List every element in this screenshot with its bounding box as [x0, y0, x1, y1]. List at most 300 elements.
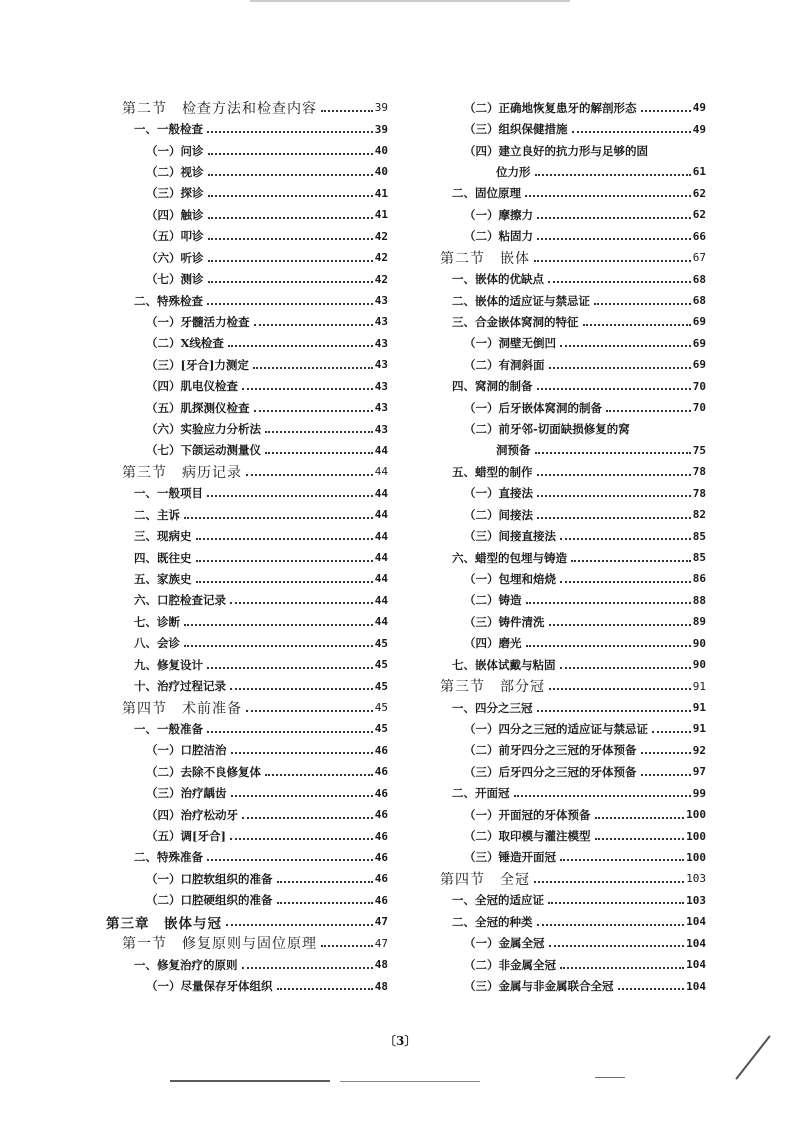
toc-section[interactable] — [436, 675, 706, 696]
dot-leader — [208, 174, 373, 176]
toc-entry[interactable] — [118, 675, 388, 696]
toc-entry-title: 二、全冠的种类 — [452, 914, 533, 929]
toc-entry[interactable] — [436, 397, 706, 418]
toc-entry[interactable] — [436, 183, 706, 204]
toc-page-number: 43 — [374, 422, 388, 436]
toc-entry[interactable] — [436, 375, 706, 396]
dot-leader — [277, 902, 373, 904]
dot-leader — [548, 902, 684, 904]
toc-entry[interactable] — [118, 375, 388, 396]
toc-page-number: 41 — [374, 208, 388, 222]
toc-entry-title: 第三节 病历记录 — [122, 464, 242, 481]
toc-entry-title: （五）肌探测仪检查 — [146, 400, 250, 415]
toc-entry-title: （四）建立良好的抗力形与足够的固 — [464, 143, 648, 158]
dot-leader — [537, 710, 691, 712]
toc-entry[interactable] — [436, 461, 706, 482]
dot-leader — [230, 838, 373, 840]
toc-entry-title: 十、治疗过程记录 — [134, 679, 226, 694]
toc-chapter[interactable] — [106, 911, 388, 932]
dot-leader — [207, 303, 373, 305]
toc-entry-title: （三）锤造开面冠 — [464, 850, 556, 865]
toc-entry[interactable] — [436, 911, 706, 932]
toc-entry-title: （一）洞壁无倒凹 — [464, 336, 556, 351]
toc-entry-title: （三）铸件清洗 — [464, 614, 545, 629]
toc-entry-title: 第一节 修复原则与固位原理 — [122, 936, 317, 953]
toc-page-number: 75 — [692, 443, 706, 457]
dot-leader — [265, 774, 373, 776]
dot-leader — [207, 859, 373, 861]
toc-entry-title: 一、修复治疗的原则 — [134, 957, 238, 972]
toc-entry[interactable] — [118, 568, 388, 589]
toc-entry-title: 四、窝洞的制备 — [452, 379, 533, 394]
toc-page-number: 46 — [374, 893, 388, 907]
dot-leader — [184, 624, 373, 626]
toc-entry[interactable] — [436, 483, 706, 504]
toc-entry-title: 一、一般准备 — [134, 721, 203, 736]
dot-leader — [196, 560, 373, 562]
toc-page-number: 39 — [374, 122, 388, 136]
dot-leader — [242, 967, 373, 969]
toc-section[interactable] — [436, 868, 706, 889]
toc-entry[interactable] — [436, 268, 706, 289]
toc-page-number: 44 — [374, 529, 388, 543]
toc-entry-title: 第二节 检查方法和检查内容 — [122, 100, 317, 117]
dot-leader — [525, 195, 691, 197]
toc-page-number: 43 — [374, 294, 388, 307]
toc-entry[interactable] — [436, 118, 706, 139]
scan-mark-corner — [735, 1035, 770, 1080]
toc-entry-title: （二）前牙邻-切面缺损修复的窝 — [464, 422, 630, 437]
toc-entry-title: （一）尽量保存牙体组织 — [146, 979, 273, 993]
toc-page-number: 92 — [692, 743, 706, 757]
toc-page-number: 78 — [692, 465, 706, 479]
dot-leader — [265, 431, 373, 433]
toc-entry[interactable] — [118, 418, 388, 439]
toc-entry[interactable] — [436, 611, 706, 632]
toc-entry[interactable] — [436, 975, 706, 996]
toc-entry-title: 一、一般项目 — [134, 486, 203, 501]
toc-entry-title: （一）四分之三冠的适应证与禁忌证 — [464, 721, 648, 736]
toc-entry[interactable] — [118, 547, 388, 568]
toc-page-number: 46 — [374, 786, 388, 800]
toc-entry-title: （二）正确地恢复患牙的解剖形态 — [464, 100, 637, 115]
toc-entry[interactable] — [436, 161, 706, 182]
toc-entry-title: （三）探诊 — [146, 186, 204, 201]
toc-entry[interactable] — [436, 525, 706, 546]
toc-entry[interactable] — [118, 654, 388, 675]
toc-page-number: 44 — [374, 486, 388, 500]
dot-leader — [560, 345, 691, 347]
toc-entry[interactable] — [118, 783, 388, 804]
toc-page-number: 43 — [374, 379, 388, 393]
toc-entry-title: 六、蜡型的包埋与铸造 — [452, 550, 567, 565]
toc-page-number: 85 — [692, 529, 706, 543]
toc-entry[interactable] — [436, 333, 706, 354]
toc-entry-title: （二）非金属全冠 — [464, 957, 556, 972]
toc-page-number: 104 — [686, 936, 706, 950]
dot-leader — [254, 324, 373, 326]
toc-page-number: 45 — [374, 679, 388, 693]
toc-page-number: 104 — [686, 979, 706, 993]
toc-entry-title: （三）间接直接法 — [464, 529, 556, 544]
toc-entry[interactable] — [436, 825, 706, 846]
toc-page-number: 68 — [692, 272, 706, 286]
toc-page-number: 86 — [692, 572, 706, 586]
dot-leader — [549, 945, 685, 947]
toc-entry[interactable] — [118, 890, 388, 911]
toc-page-number: 44 — [374, 593, 388, 607]
toc-page-number: 62 — [692, 186, 706, 200]
toc-entry[interactable] — [436, 783, 706, 804]
toc-entry[interactable] — [436, 847, 706, 868]
dot-leader — [208, 281, 373, 283]
toc-entry[interactable] — [118, 633, 388, 654]
toc-entry[interactable] — [118, 525, 388, 546]
toc-section[interactable] — [118, 697, 388, 718]
dot-leader — [641, 110, 691, 112]
toc-entry-title: （二）粘固力 — [464, 229, 533, 244]
toc-page-number: 69 — [692, 315, 706, 329]
toc-entry[interactable] — [118, 354, 388, 375]
toc-entry[interactable] — [118, 140, 388, 161]
toc-entry-title: （二）前牙四分之三冠的牙体预备 — [464, 743, 637, 758]
dot-leader — [572, 131, 691, 133]
toc-entry-title: 二、特殊检查 — [134, 293, 203, 308]
toc-page-number: 43 — [374, 358, 388, 372]
toc-page-number: 103 — [686, 893, 706, 907]
toc-entry[interactable] — [118, 611, 388, 632]
dot-leader — [208, 195, 373, 197]
toc-entry-title: 三、合金嵌体窝洞的特征 — [452, 314, 579, 329]
dot-leader — [641, 752, 691, 754]
toc-page-number: 44 — [374, 572, 388, 586]
toc-page-number: 46 — [374, 872, 388, 886]
toc-entry-title: 八、会诊 — [134, 636, 180, 651]
toc-entry[interactable] — [118, 483, 388, 504]
dot-leader — [321, 110, 373, 112]
toc-entry[interactable] — [436, 932, 706, 953]
toc-entry[interactable] — [436, 740, 706, 761]
toc-page-number: 44 — [374, 465, 388, 479]
toc-section[interactable] — [436, 247, 706, 268]
toc-entry-title: 二、开面冠 — [452, 786, 510, 801]
toc-entry-title: 第三节 部分冠 — [440, 679, 545, 696]
toc-entry[interactable] — [436, 761, 706, 782]
toc-page-number: 97 — [692, 765, 706, 779]
dot-leader — [594, 303, 691, 305]
toc-entry[interactable] — [118, 504, 388, 525]
toc-page-number: 90 — [692, 636, 706, 650]
toc-entry-title: （三）组织保健措施 — [464, 122, 568, 137]
toc-entry-title: 三、现病史 — [134, 529, 192, 544]
toc-entry-title: 五、家族史 — [134, 571, 192, 586]
dot-leader — [242, 817, 373, 819]
toc-page-number: 66 — [692, 229, 706, 243]
toc-page-number: 78 — [692, 486, 706, 500]
toc-entry[interactable] — [118, 954, 388, 975]
dot-leader — [549, 624, 691, 626]
dot-leader — [526, 602, 691, 604]
toc-entry-title: （五）调[牙合] — [146, 829, 226, 844]
dot-leader — [537, 217, 691, 219]
dot-leader — [246, 710, 373, 712]
toc-entry[interactable] — [436, 290, 706, 311]
toc-entry[interactable] — [118, 440, 388, 461]
toc-section[interactable] — [118, 461, 388, 482]
toc-entry[interactable] — [118, 975, 388, 996]
toc-entry[interactable] — [436, 697, 706, 718]
dot-leader — [595, 838, 685, 840]
dot-leader — [560, 967, 684, 969]
toc-page-number: 49 — [692, 101, 706, 115]
dot-leader — [549, 367, 691, 369]
toc-entry-title: （二）取印模与灌注模型 — [464, 829, 591, 844]
toc-entry-title: （二）去除不良修复体 — [146, 764, 261, 779]
toc-entry-title: （七）测诊 — [146, 272, 204, 287]
toc-entry-title: （三）后牙四分之三冠的牙体预备 — [464, 764, 637, 779]
dot-leader — [535, 452, 691, 454]
toc-page-number: 43 — [374, 315, 388, 329]
dot-leader — [230, 602, 373, 604]
toc-entry[interactable] — [118, 740, 388, 761]
dot-leader — [560, 581, 691, 583]
toc-entry-title: （一）问诊 — [146, 143, 204, 158]
toc-page-number: 44 — [374, 443, 388, 457]
toc-page-number: 69 — [692, 336, 706, 350]
toc-entry[interactable] — [436, 568, 706, 589]
toc-page-number: 44 — [374, 615, 388, 629]
toc-entry[interactable] — [436, 654, 706, 675]
dot-leader — [226, 924, 373, 926]
toc-page-number: 100 — [686, 850, 706, 864]
toc-entry-title: 第四节 全冠 — [440, 871, 530, 888]
toc-page-number: 99 — [692, 786, 706, 800]
toc-entry[interactable] — [118, 804, 388, 825]
toc-entry[interactable] — [118, 868, 388, 889]
dot-leader — [208, 260, 373, 262]
toc-entry[interactable] — [436, 354, 706, 375]
dot-leader — [207, 131, 373, 133]
toc-entry[interactable] — [118, 226, 388, 247]
toc-entry[interactable] — [436, 97, 706, 118]
toc-page-number: 40 — [374, 144, 388, 158]
toc-entry-title: 二、主诉 — [134, 507, 180, 522]
toc-page-number: 70 — [692, 379, 706, 393]
toc-entry-title: 第二节 嵌体 — [440, 250, 530, 267]
toc-entry[interactable] — [436, 440, 706, 461]
toc-entry-title: （一）开面冠的牙体预备 — [464, 807, 591, 822]
toc-entry[interactable] — [436, 590, 706, 611]
toc-page-number: 43 — [374, 336, 388, 350]
dot-leader — [560, 859, 684, 861]
toc-entry-title: （四）磨光 — [464, 636, 522, 651]
toc-page-number: 103 — [686, 872, 706, 886]
toc-entry[interactable] — [118, 590, 388, 611]
dot-leader — [535, 174, 691, 176]
toc-page-number: 41 — [374, 186, 388, 200]
dot-leader — [265, 452, 373, 454]
toc-column-right — [436, 97, 706, 997]
dot-leader — [208, 238, 373, 240]
dot-leader — [560, 538, 691, 540]
toc-page-number: 45 — [374, 722, 388, 736]
toc-page-number: 90 — [692, 658, 706, 672]
dot-leader — [595, 817, 685, 819]
dot-leader — [618, 988, 685, 990]
dot-leader — [560, 667, 691, 669]
dot-leader — [207, 495, 373, 497]
scan-line-bottom — [170, 1080, 330, 1082]
toc-entry-title: （二）视诊 — [146, 164, 204, 179]
toc-page-number: 46 — [374, 808, 388, 822]
toc-entry-title: （一）包埋和焙烧 — [464, 571, 556, 586]
toc-page-number: 47 — [374, 915, 388, 929]
toc-entry[interactable] — [436, 633, 706, 654]
toc-entry-title: 一、一般检查 — [134, 122, 203, 137]
toc-entry-title: 四、既往史 — [134, 550, 192, 565]
toc-entry[interactable] — [118, 118, 388, 139]
toc-section[interactable] — [118, 932, 388, 953]
toc-page-number: 70 — [692, 401, 706, 415]
toc-page-number: 62 — [692, 208, 706, 222]
toc-page-number: 100 — [686, 829, 706, 843]
toc-page-number: 49 — [692, 122, 706, 136]
toc-entry[interactable] — [118, 333, 388, 354]
toc-entry[interactable] — [436, 226, 706, 247]
toc-page-number: 47 — [374, 936, 388, 950]
toc-entry[interactable] — [118, 397, 388, 418]
dot-leader — [321, 945, 373, 947]
toc-entry[interactable] — [436, 418, 706, 439]
toc-entry-title: （二）间接法 — [464, 507, 533, 522]
page-number: 〔3〕 — [384, 1034, 417, 1048]
toc-entry-title: 七、嵌体试戴与粘固 — [452, 657, 556, 672]
toc-entry[interactable] — [118, 183, 388, 204]
toc-entry-title: 九、修复设计 — [134, 657, 203, 672]
dot-leader — [231, 752, 373, 754]
toc-page-number: 61 — [692, 165, 706, 179]
dot-leader — [537, 495, 691, 497]
toc-entry-title: （六）听诊 — [146, 250, 204, 265]
toc-page-number: 88 — [692, 593, 706, 607]
dot-leader — [196, 581, 373, 583]
toc-entry[interactable] — [436, 504, 706, 525]
toc-page-number: 69 — [692, 358, 706, 372]
dot-leader — [231, 795, 373, 797]
toc-entry[interactable] — [436, 204, 706, 225]
toc-entry-title: 五、蜡型的制作 — [452, 464, 533, 479]
toc-page-number: 85 — [692, 551, 706, 565]
scan-line-bottom-2 — [340, 1081, 480, 1082]
dot-leader — [228, 345, 373, 347]
toc-entry-title: 一、嵌体的优缺点 — [452, 272, 544, 287]
toc-entry[interactable] — [118, 247, 388, 268]
toc-entry-title: （一）摩擦力 — [464, 207, 533, 222]
toc-entry-title: 二、固位原理 — [452, 186, 521, 201]
dot-leader — [534, 260, 691, 262]
toc-entry[interactable] — [436, 954, 706, 975]
toc-section[interactable] — [118, 97, 388, 118]
toc-entry-title: （二）有洞斜面 — [464, 357, 545, 372]
toc-page-number: 45 — [374, 701, 388, 715]
toc-page-number: 46 — [374, 829, 388, 843]
toc-entry[interactable] — [118, 290, 388, 311]
dot-leader — [534, 881, 684, 883]
toc-entry-title: （一）直接法 — [464, 486, 533, 501]
toc-page-number: 39 — [374, 101, 388, 115]
toc-entry[interactable] — [118, 825, 388, 846]
toc-entry[interactable] — [436, 718, 706, 739]
toc-entry-title: （二）铸造 — [464, 593, 522, 608]
dot-leader — [652, 731, 691, 733]
dot-leader — [549, 688, 691, 690]
toc-entry[interactable] — [118, 311, 388, 332]
toc-entry[interactable] — [436, 140, 706, 161]
dot-leader — [537, 474, 691, 476]
toc-page-number: 100 — [686, 808, 706, 822]
dot-leader — [208, 153, 373, 155]
dot-leader — [207, 667, 373, 669]
toc-entry-title: （六）实验应力分析法 — [146, 422, 261, 437]
toc-page-number: 91 — [692, 722, 706, 736]
dot-leader — [246, 474, 373, 476]
dot-leader — [537, 238, 691, 240]
toc-entry-title: 一、全冠的适应证 — [452, 893, 544, 908]
scan-edge-top — [250, 0, 570, 2]
dot-leader — [242, 388, 373, 390]
toc-page-number: 44 — [374, 551, 388, 565]
dot-leader — [196, 538, 373, 540]
dot-leader — [514, 795, 691, 797]
dot-leader — [277, 988, 373, 990]
dot-leader — [230, 688, 373, 690]
toc-entry[interactable] — [118, 268, 388, 289]
toc-page-number: 91 — [692, 679, 706, 693]
toc-entry-title: 洞预备 — [496, 443, 531, 458]
toc-entry-title: （一）后牙嵌体窝洞的制备 — [464, 400, 602, 415]
toc-page-number: 89 — [692, 615, 706, 629]
dot-leader — [184, 517, 373, 519]
toc-entry-title: 第三章 嵌体与冠 — [106, 915, 222, 932]
toc-entry-title: （三）治疗龋齿 — [146, 786, 227, 801]
toc-entry[interactable] — [118, 718, 388, 739]
dot-leader — [606, 410, 691, 412]
toc-page-number: 43 — [374, 401, 388, 415]
toc-entry-title: （一）金属全冠 — [464, 936, 545, 951]
toc-page-number: 42 — [374, 229, 388, 243]
toc-entry[interactable] — [436, 890, 706, 911]
toc-page-number: 44 — [374, 508, 388, 522]
dot-leader — [583, 324, 691, 326]
toc-entry[interactable] — [436, 804, 706, 825]
toc-page-number: 46 — [374, 743, 388, 757]
toc-entry-title: （一）牙髓活力检查 — [146, 314, 250, 329]
dot-leader — [526, 645, 691, 647]
toc-entry-title: （五）叩诊 — [146, 229, 204, 244]
toc-entry[interactable] — [436, 547, 706, 568]
toc-entry[interactable] — [118, 161, 388, 182]
toc-entry[interactable] — [118, 761, 388, 782]
toc-entry[interactable] — [118, 204, 388, 225]
toc-entry[interactable] — [118, 847, 388, 868]
toc-entry-title: 六、口腔检查记录 — [134, 593, 226, 608]
toc-entry[interactable] — [436, 311, 706, 332]
toc-entry-title: 七、诊断 — [134, 614, 180, 629]
toc-page-number: 104 — [686, 958, 706, 972]
dot-leader — [254, 410, 373, 412]
toc-entry-title: （三）金属与非金属联合全冠 — [464, 979, 614, 993]
scan-line-bottom-3 — [595, 1077, 625, 1078]
